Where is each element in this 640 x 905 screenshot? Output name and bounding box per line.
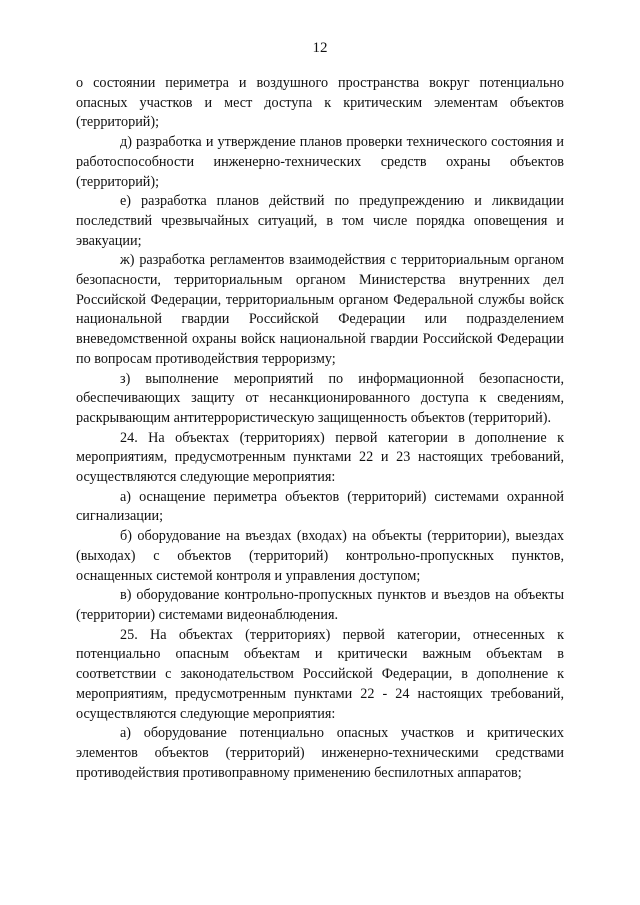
paragraph: з) выполнение мероприятий по информационной безопасности, обеспечивающих защиту от несанкционированного доступа к сведениям, раскрывающим антитеррористическую защищенность объектов (территорий).: [76, 370, 564, 426]
paragraph: е) разработка планов действий по предупреждению и ликвидации последствий чрезвычайных ситуаций, в том числе порядка оповещения и эвакуации;: [76, 193, 564, 249]
paragraph: а) оснащение периметра объектов (территорий) системами охранной сигнализации;: [76, 488, 564, 525]
document-body: [76, 74, 564, 783]
paragraph: 25. На объектах (территориях) первой категории, отнесенных к потенциально опасным объектам и критически важным объектам в соответствии с законодательством Российской Федерации, в дополнение к мероприятиям, предусмотренным пунктами 22 - 24 настоящих требований, осуществляются следующие мероприятия:: [76, 626, 564, 722]
paragraph: д) разработка и утверждение планов проверки технического состояния и работоспособности инженерно-технических средств охраны объектов (территорий);: [76, 134, 564, 190]
paragraph: в) оборудование контрольно-пропускных пунктов и въездов на объекты (территории) системами видеонаблюдения.: [76, 587, 564, 623]
paragraph: о состоянии периметра и воздушного пространства вокруг потенциально опасных участков и мест доступа к критическим элементам объектов (территорий);: [76, 75, 564, 131]
paragraph: 24. На объектах (территориях) первой категории в дополнение к мероприятиям, предусмотренным пунктами 22 и 23 настоящих требований, осуществляются следующие мероприятия:: [76, 429, 564, 486]
paragraph: ж) разработка регламентов взаимодействия с территориальным органом безопасности, территориальным органом Министерства внутренних дел Российской Федерации, территориальным органом Федеральной службы войск национальной гвардии Российской Федерации или подразделением вневедомственной охраны войск национальной гвардии Российской Федерации по вопросам противодействия терроризму;: [76, 252, 564, 367]
paragraph: а) оборудование потенциально опасных участков и критических элементов объектов (территорий) инженерно-техническими средствами противодействия противоправному применению беспилотных аппаратов;: [76, 725, 564, 781]
page-number: 12: [312, 40, 328, 56]
paragraph: б) оборудование на въездах (входах) на объекты (территории), выездах (выходах) с объектов (территорий) контрольно-пропускных пунктов, оснащенных системой контроля и управления доступом;: [76, 528, 564, 584]
